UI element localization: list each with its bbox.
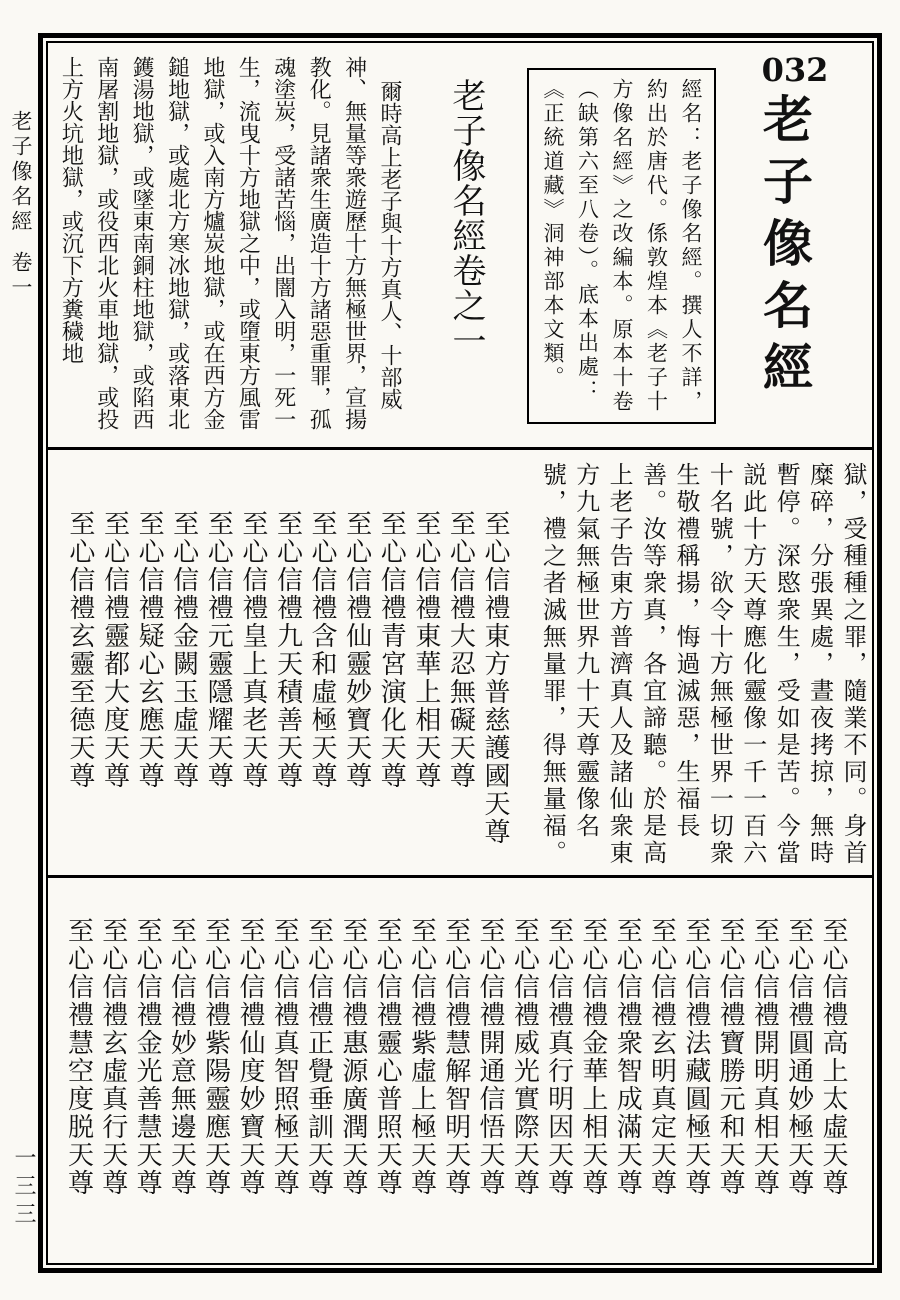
deity-name: 至心信禮高上太虛天尊 [818,917,848,1197]
deity-name: 至心信禮妙意無邊天尊 [166,917,197,1197]
page-frame-inner [46,41,874,1265]
annotation-text: 經名：老子像名經。撰人不詳，約出於唐代。係敦煌本《老子十方像名經》之改編本。原本十卷（缺第六至八卷）。底本出處：《正統道藏》洞神部本文類。 [541,78,703,414]
deity-name: 至心信禮玄虛真行天尊 [97,917,128,1197]
deity-name: 至心信禮靈都大度天尊 [99,510,130,790]
deity-name: 至心信禮開明真相天尊 [749,917,780,1197]
deity-name: 至心信禮疑心玄應天尊 [134,510,165,790]
deity-name: 至心信禮金光善慧天尊 [132,917,163,1197]
deity-name: 至心信禮東華上相天尊 [410,510,441,790]
deity-name: 至心信禮紫陽靈應天尊 [200,917,231,1197]
deity-name: 至心信禮真智照極天尊 [269,917,300,1197]
deity-name: 至心信禮玄靈至德天尊 [64,510,95,790]
deity-name: 至心信禮紫虛上極天尊 [406,917,437,1197]
deity-name: 至心信禮開通信悟天尊 [475,917,506,1197]
deity-name: 至心信禮靈心普照天尊 [372,917,403,1197]
deity-name: 至心信禮金闕玉虛天尊 [168,510,199,790]
deity-name: 至心信禮皇上真老天尊 [237,510,268,790]
deity-name: 至心信禮青宮演化天尊 [376,510,407,790]
section-divider-bottom [48,875,872,878]
opening-paragraph: 爾時高上老子與十方真人、十部威神、無量等衆遊歷十方無極世界，宣揚教化。見諸衆生廣造十方諸惡重罪，孤魂塗炭，受諸苦惱，出闇入明，一死一生，流曳十方地獄之中，或墮東方風雷地獄，或入南方爐炭地獄，或在西方金鎚地獄，或處北方寒冰地獄，或落東北鑊湯地獄，或墜東南銅柱地獄，或陷西南屠割地獄，或役西北火車地獄，或投上方火坑地獄，或沉下方糞穢地 [58,56,402,430]
deity-name-list-middle [56,510,512,870]
page-frame [38,33,882,1273]
continuation-paragraph: 獄，受種種之罪，隨業不同。身首糜碎，分張異處，晝夜拷掠，無時暫停。深愍衆生，受如是苦。今當説此十方天尊應化靈像一千一百六十名號，欲令十方無極世界一切衆生敬禮稱揚，悔過滅惡，生福長善。汝等衆真，各宜諦聽。於是高上老子告東方普濟真人及諸仙衆東方九氣無極世界九十天尊靈像名號，禮之者滅無量罪，得無量福。 [538,462,867,867]
main-title: 老子像名經 [755,93,814,403]
deity-name: 至心信禮仙靈妙寶天尊 [341,510,372,790]
spine-title: 老子像名經 [9,110,33,235]
folio-number: 一三三 [11,1146,36,1230]
spine-label [8,110,34,430]
deity-name-list-bottom [60,917,850,1253]
deity-name: 至心信禮衆智成滿天尊 [612,917,643,1197]
chapter-title: 老子像名經卷之一 [446,78,486,358]
deity-name: 至心信禮真行明因天尊 [543,917,574,1197]
deity-name: 至心信禮大忍無礙天尊 [445,510,476,790]
deity-name: 至心信禮慧解智明天尊 [440,917,471,1197]
deity-name: 至心信禮威光實際天尊 [509,917,540,1197]
deity-name: 至心信禮九天積善天尊 [272,510,303,790]
section-divider-top [48,447,872,450]
deity-name: 至心信禮玄明真定天尊 [646,917,677,1197]
annotation-box [527,68,716,424]
spine-volume: 卷一 [9,251,33,301]
deity-name: 至心信禮仙度妙寶天尊 [234,917,265,1197]
deity-name: 至心信禮東方普慈護國天尊 [480,510,510,846]
serial-number: 032 [761,51,829,89]
deity-name: 至心信禮惠源廣潤天尊 [337,917,368,1197]
deity-name: 至心信禮寶勝元和天尊 [715,917,746,1197]
deity-name: 至心信禮正覺垂訓天尊 [303,917,334,1197]
deity-name: 至心信禮法藏圓極天尊 [680,917,711,1197]
deity-name: 至心信禮金華上相天尊 [577,917,608,1197]
deity-name: 至心信禮圓通妙極天尊 [783,917,814,1197]
deity-name: 至心信禮元靈隱耀天尊 [203,510,234,790]
deity-name: 至心信禮含和虛極天尊 [307,510,338,790]
deity-name: 至心信禮慧空度脱天尊 [63,917,94,1197]
